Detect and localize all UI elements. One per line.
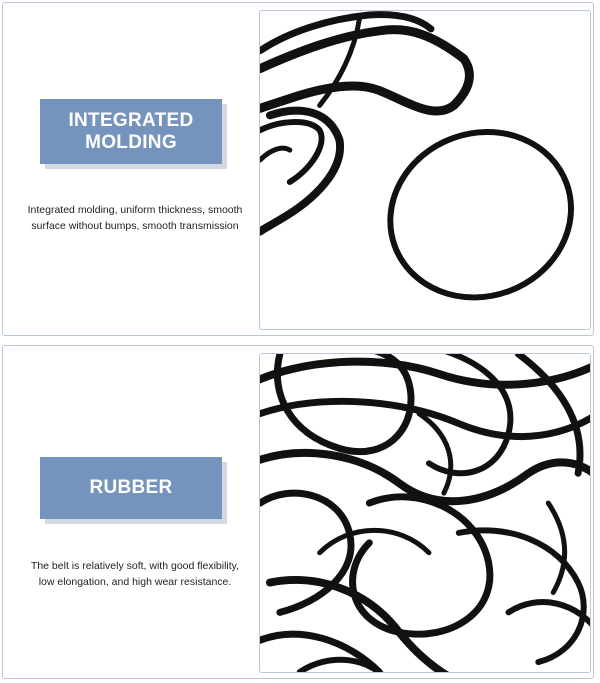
rubber-belts-pile-photo — [259, 353, 591, 673]
feature-description: The belt is relatively soft, with good flexibility, low elongation, and high wear resistance. — [30, 560, 240, 589]
belts-pile-illustration — [260, 354, 590, 672]
feature-panel-rubber — [2, 345, 594, 679]
feature-text-column — [3, 346, 258, 678]
rubber-belt-loop-photo — [259, 10, 591, 330]
feature-panel-integrated-molding — [2, 2, 594, 336]
feature-description: Integrated molding, uniform thickness, smooth surface without bumps, smooth transmission — [27, 204, 243, 233]
belt-illustration — [260, 11, 590, 329]
feature-title: INTEGRATED MOLDING — [40, 99, 222, 164]
feature-title: RUBBER — [40, 457, 222, 519]
feature-text-column — [3, 3, 258, 335]
